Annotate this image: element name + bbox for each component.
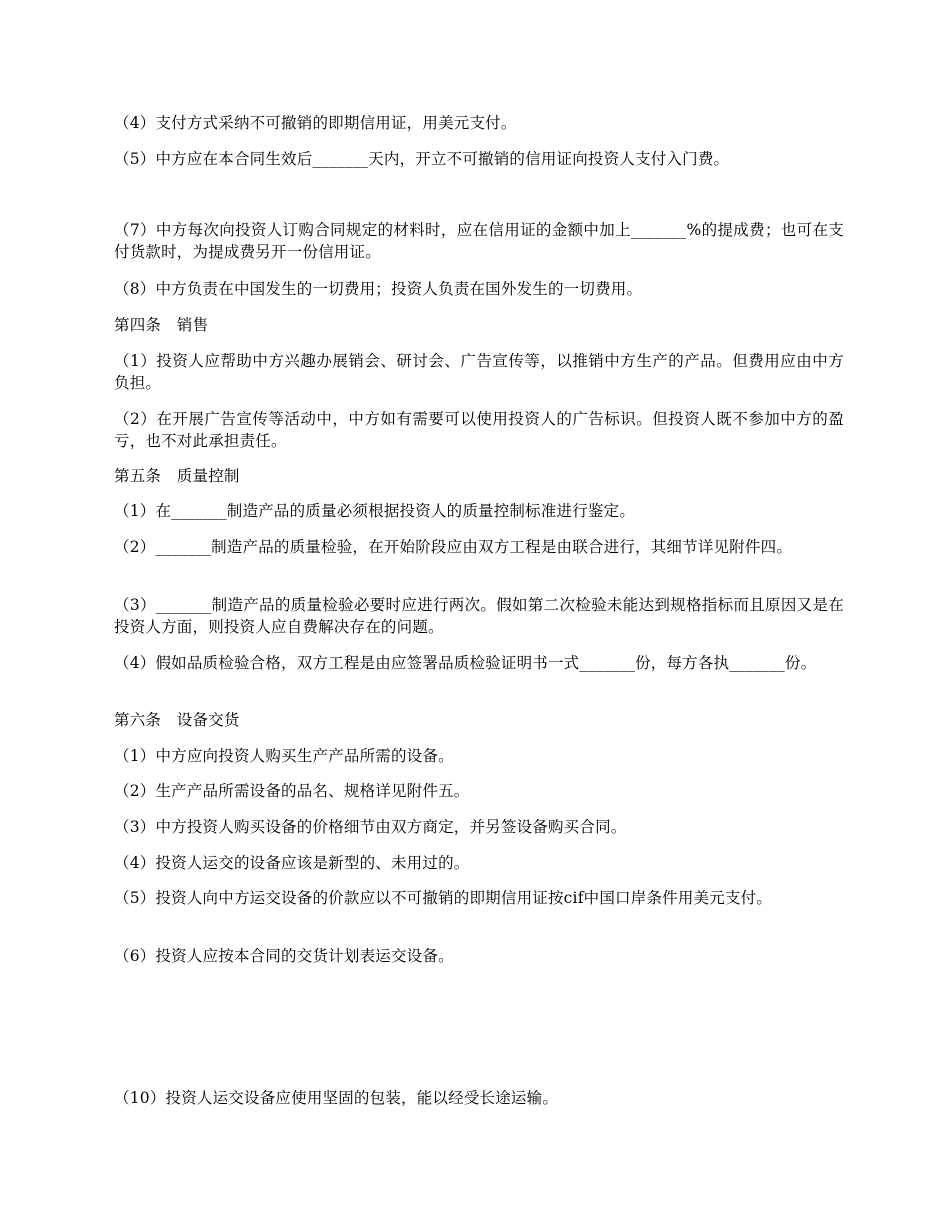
clause-5-4-certificate: （4）假如品质检验合格，双方工程是由应签署品质检验证明书一式_______份，每方各执_______份。 (114, 654, 817, 672)
clause-6-4-new-equipment: （4）投资人运交的设备应该是新型的、未用过的。 (114, 854, 470, 872)
clause-5-1-quality-standard: （1）在_______制造产品的质量必须根据投资人的质量控制标准进行鉴定。 (114, 502, 636, 520)
clause-6-5-payment-cif: （5）投资人向中方运交设备的价款应以不可撤销的即期信用证按cif中国口岸条件用美元支付。 (114, 889, 773, 907)
clause-3-5-entry-fee: （5）中方应在本合同生效后_______天内，开立不可撤销的信用证向投资人支付入门费。 (114, 150, 730, 168)
clause-6-3-price-details: （3）中方投资人购买设备的价格细节由双方商定，并另签设备购买合同。 (114, 818, 627, 836)
clause-3-4-payment-method: （4）支付方式采纳不可撤销的即期信用证，用美元支付。 (114, 114, 517, 132)
clause-6-2-equipment-specs: （2）生产产品所需设备的品名、规格详见附件五。 (114, 782, 470, 800)
clause-3-7-commission: （7）中方每次向投资人订购合同规定的材料时，应在信用证的金额中加上_______%的提成费；也可在支付货款时，为提成费另开一份信用证。 (114, 221, 844, 261)
clause-5-2-quality-inspection: （2）_______制造产品的质量检验，在开始阶段应由双方工程是由联合进行，其细节详见附件四。 (114, 538, 793, 556)
article-5-heading: 第五条 质量控制 (114, 467, 240, 485)
clause-6-6-delivery-schedule: （6）投资人应按本合同的交货计划表运交设备。 (114, 947, 454, 965)
clause-5-3-second-inspection: （3）_______制造产品的质量检验必要时应进行两次。假如第二次检验未能达到规格指标而且原因又是在投资人方面，则投资人应自费解决存在的问题。 (114, 596, 844, 636)
clause-4-2-advertising: （2）在开展广告宣传等活动中，中方如有需要可以使用投资人的广告标识。但投资人既不参加中方的盈亏，也不对此承担责任。 (114, 410, 844, 450)
article-4-heading: 第四条 销售 (114, 316, 209, 334)
clause-3-8-expenses: （8）中方负责在中国发生的一切费用；投资人负责在国外发生的一切费用。 (114, 280, 643, 298)
clause-6-10-packaging: （10）投资人运交设备应使用坚固的包装，能以经受长途运输。 (114, 1089, 559, 1107)
article-6-heading: 第六条 设备交货 (114, 711, 240, 729)
clause-6-1-purchase-equipment: （1）中方应向投资人购买生产产品所需的设备。 (114, 747, 454, 765)
clause-4-1-promotion: （1）投资人应帮助中方兴趣办展销会、研讨会、广告宣传等，以推销中方生产的产品。但费用应由中方负担。 (114, 352, 844, 392)
